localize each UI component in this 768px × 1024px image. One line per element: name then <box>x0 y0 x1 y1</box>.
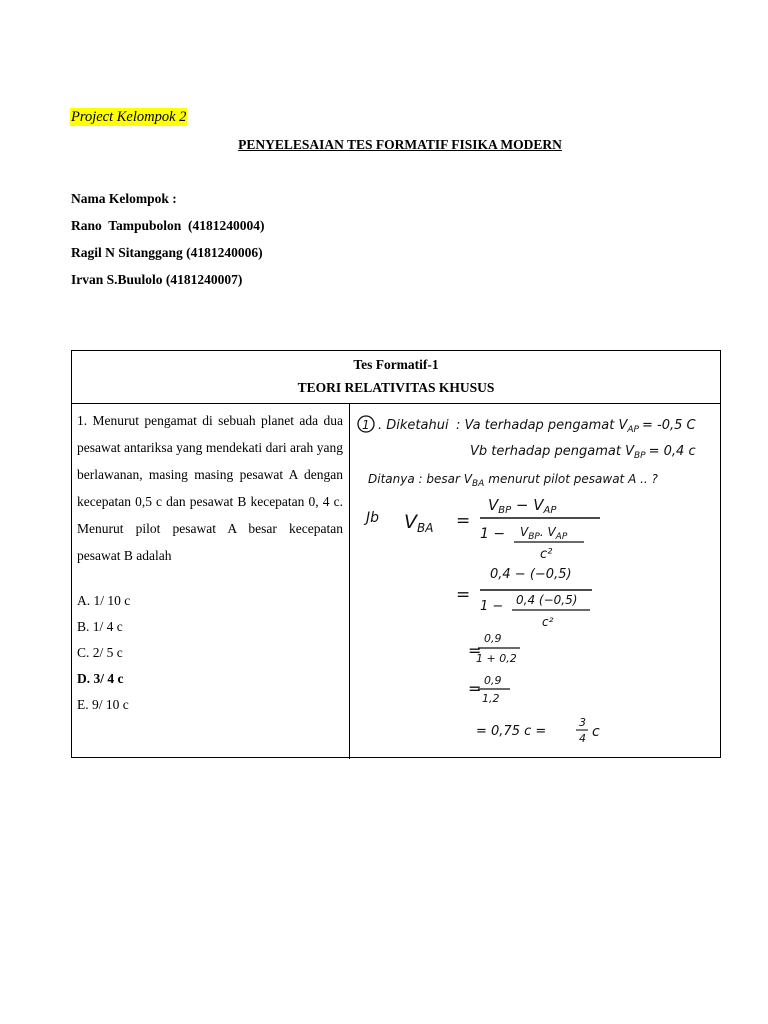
group-members <box>71 187 265 295</box>
test-name: Tes Formatif-1 <box>353 357 439 372</box>
fraction-1-numerator: $V_{BP} - V_{AP}$ <box>488 496 557 516</box>
fraction-1-den-top: $V_{BP}$. $V_{AP}$ <box>520 525 568 542</box>
equals-1: = <box>456 511 471 531</box>
option-d-correct: D. 3/ 4 c <box>77 671 124 686</box>
fraction-2-numerator: 0,4 − (−0,5) <box>490 567 572 582</box>
answer-options <box>77 588 130 718</box>
page-title: PENYELESAIAN TES FORMATIF FISIKA MODERN <box>238 137 562 152</box>
member-3: Irvan S.Buulolo (4181240007) <box>71 272 243 287</box>
asked-line: Ditanya : besar $V_{BA}$ menurut pilot pesawat A .. ? <box>368 472 658 489</box>
equals-3: = <box>468 641 482 660</box>
answer-label: Jb <box>366 510 380 526</box>
fraction-1-den-one: 1 − <box>480 526 506 542</box>
fraction-4-denominator: 1,2 <box>482 692 500 705</box>
member-1: Rano Tampubolon (4181240004) <box>71 218 265 233</box>
option-e: E. 9/ 10 c <box>77 697 129 712</box>
final-result: = 0,75 c = <box>476 724 547 739</box>
question-text: 1. Menurut pengamat di sebuah planet ada dua pesawat antariksa yang mendekati dari arah yang berlawanan, masing masing pesawat A dengan kecepatan 0,5 c dan pesawat B kecepatan 0, 4 c. Menurut pilot pesawat A besar kecepatan pesawat B adalah <box>77 413 343 563</box>
option-b: B. 1/ 4 c <box>77 619 123 634</box>
option-a: A. 1/ 10 c <box>77 593 131 608</box>
fraction-3-denominator: 1 + 0,2 <box>476 652 517 665</box>
fraction-1-c2: c² <box>540 547 553 562</box>
known-line-2: Vb terhadap pengamat $V_{BP} = 0,4$ c <box>470 444 696 461</box>
fraction-3-numerator: 0,9 <box>484 632 502 645</box>
known-label: . Diketahui <box>378 418 449 433</box>
fraction-4-numerator: 0,9 <box>484 674 502 687</box>
fraction-2-den-one: 1 − <box>480 599 504 614</box>
fraction-2-c2: c² <box>542 615 554 629</box>
fraction-2-den-top: 0,4 (−0,5) <box>516 593 578 607</box>
test-topic: TEORI RELATIVITAS KHUSUS <box>297 380 495 395</box>
handwritten-solution <box>352 404 720 758</box>
equals-4: = <box>468 679 482 698</box>
solution-number: 1 <box>362 418 370 432</box>
vba-symbol: $V_{BA}$ <box>404 511 434 535</box>
final-fraction-denominator: 4 <box>579 732 586 745</box>
option-c: C. 2/ 5 c <box>77 645 123 660</box>
table-divider-vertical <box>349 403 350 759</box>
known-line-1: : Va terhadap pengamat $V_{AP} = -0,5$ C <box>456 418 696 435</box>
test-table <box>71 350 721 758</box>
group-label: Nama Kelompok : <box>71 191 177 206</box>
member-2: Ragil N Sitanggang (4181240006) <box>71 245 263 260</box>
final-unit: c <box>592 724 600 740</box>
final-fraction-numerator: 3 <box>579 716 586 729</box>
equals-2: = <box>456 585 471 605</box>
project-label: Project Kelompok 2 <box>71 109 187 125</box>
